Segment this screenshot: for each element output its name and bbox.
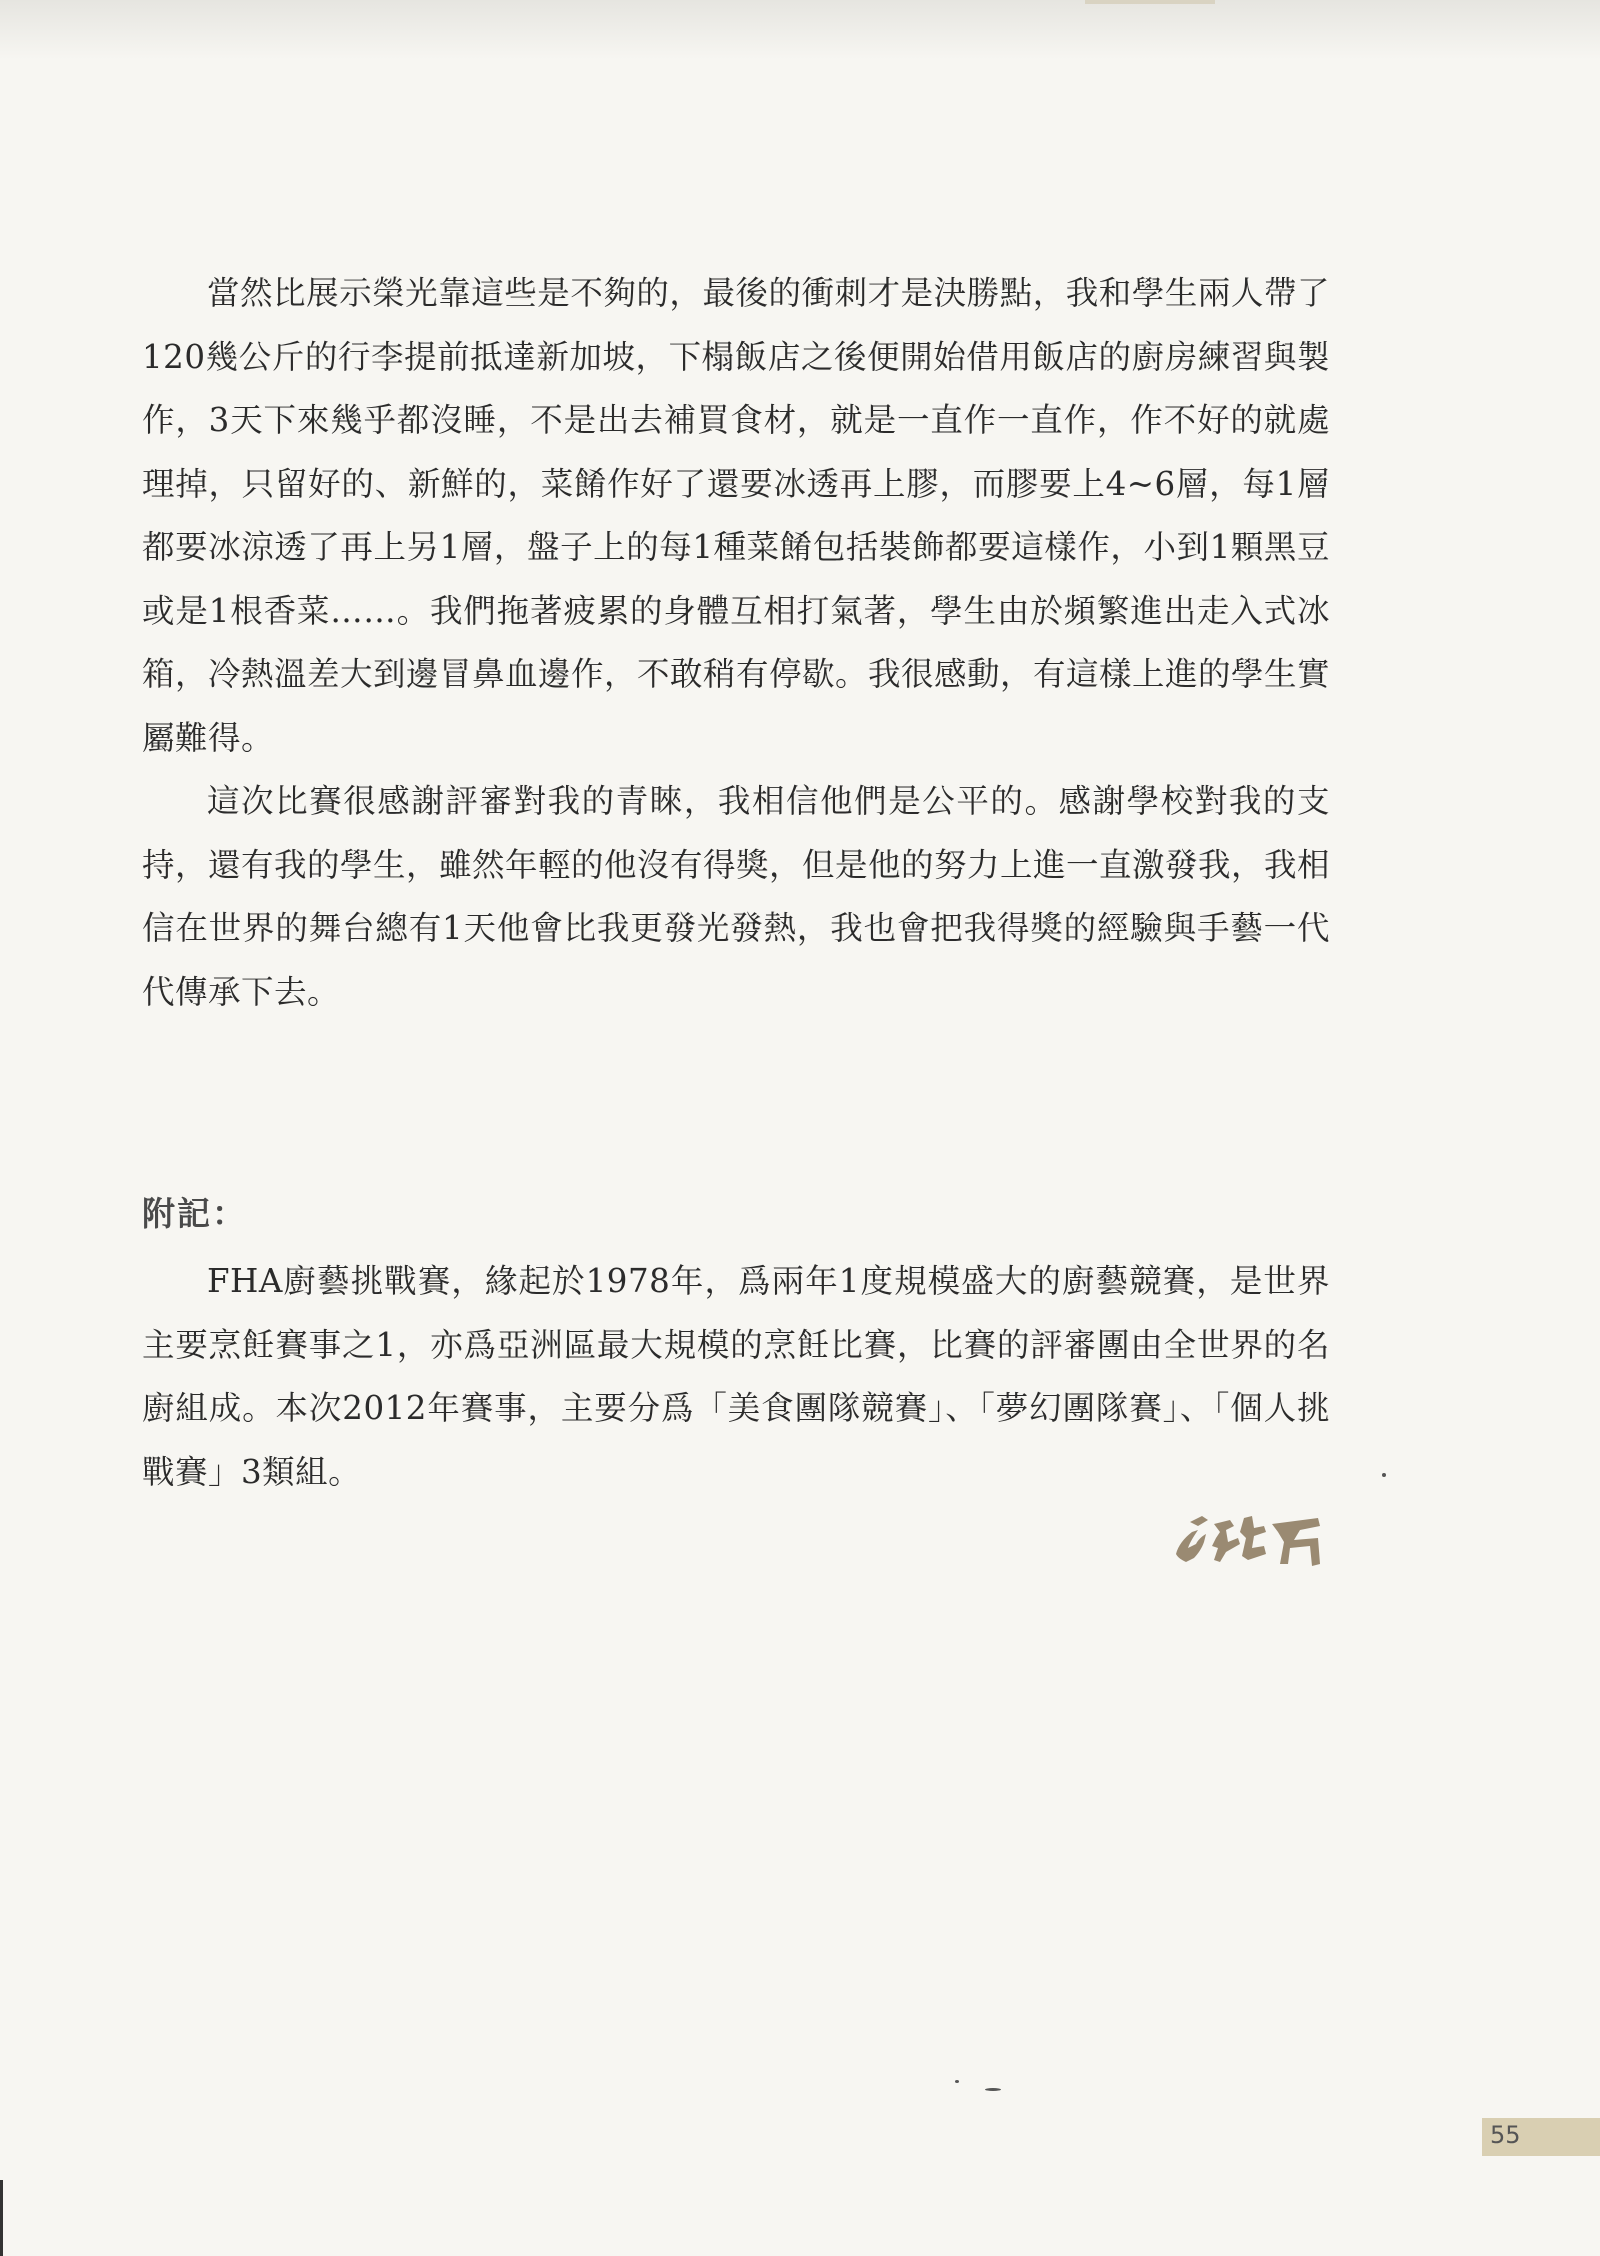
scan-speck <box>985 2088 1001 2091</box>
page-number: 55 <box>1490 2121 1521 2149</box>
paragraph-1: 當然比展示榮光靠這些是不夠的，最後的衝刺才是決勝點，我和學生兩人帶了120幾公斤的行李提前抵達新加坡，下榻飯店之後便開始借用飯店的廚房練習與製作，3天下來幾乎都沒睡，不是出去補買食材，就是一直作一直作，作不好的就處理掉，只留好的、新鮮的，菜餚作好了還要冰透再上膠，而膠要上4~6層，每1層都要冰涼透了再上另1層，盤子上的每1種菜餚包括裝飾都要這樣作，小到1顆黑豆或是1根香菜……。我們拖著疲累的身體互相打氣著，學生由於頻繁進出走入式冰箱，冷熱溫差大到邊冒鼻血邊作，不敢稍有停歇。我很感動，有這樣上進的學生實屬難得。 <box>142 274 1331 757</box>
note-body <box>142 1250 1330 1504</box>
scan-speck <box>955 2080 959 2083</box>
article-body <box>142 262 1330 1024</box>
scan-speck <box>1382 1473 1386 1477</box>
note-heading: 附記： <box>142 1194 247 1233</box>
binding-line <box>0 2180 3 2256</box>
top-edge-mark <box>1085 0 1215 4</box>
page-number-tab <box>1482 2118 1600 2156</box>
note-paragraph: FHA廚藝挑戰賽，緣起於1978年，爲兩年1度規模盛大的廚藝競賽，是世界主要烹飪賽事之1，亦爲亞洲區最大規模的烹飪比賽，比賽的評審團由全世界的名廚組成。本次2012年賽事，主要分爲「美食團隊競賽」、「夢幻團隊賽」、「個人挑戰賽」3類組。 <box>142 1262 1330 1491</box>
scan-shading <box>0 0 1600 60</box>
paragraph-2: 這次比賽很感謝評審對我的青睞，我相信他們是公平的。感謝學校對我的支持，還有我的學生，雖然年輕的他沒有得獎，但是他的努力上進一直激發我，我相信在世界的舞台總有1天他會比我更發光發熱，我也會把我得獎的經驗與手藝一代代傳承下去。 <box>142 782 1331 1011</box>
signature-logo <box>1168 1502 1328 1572</box>
